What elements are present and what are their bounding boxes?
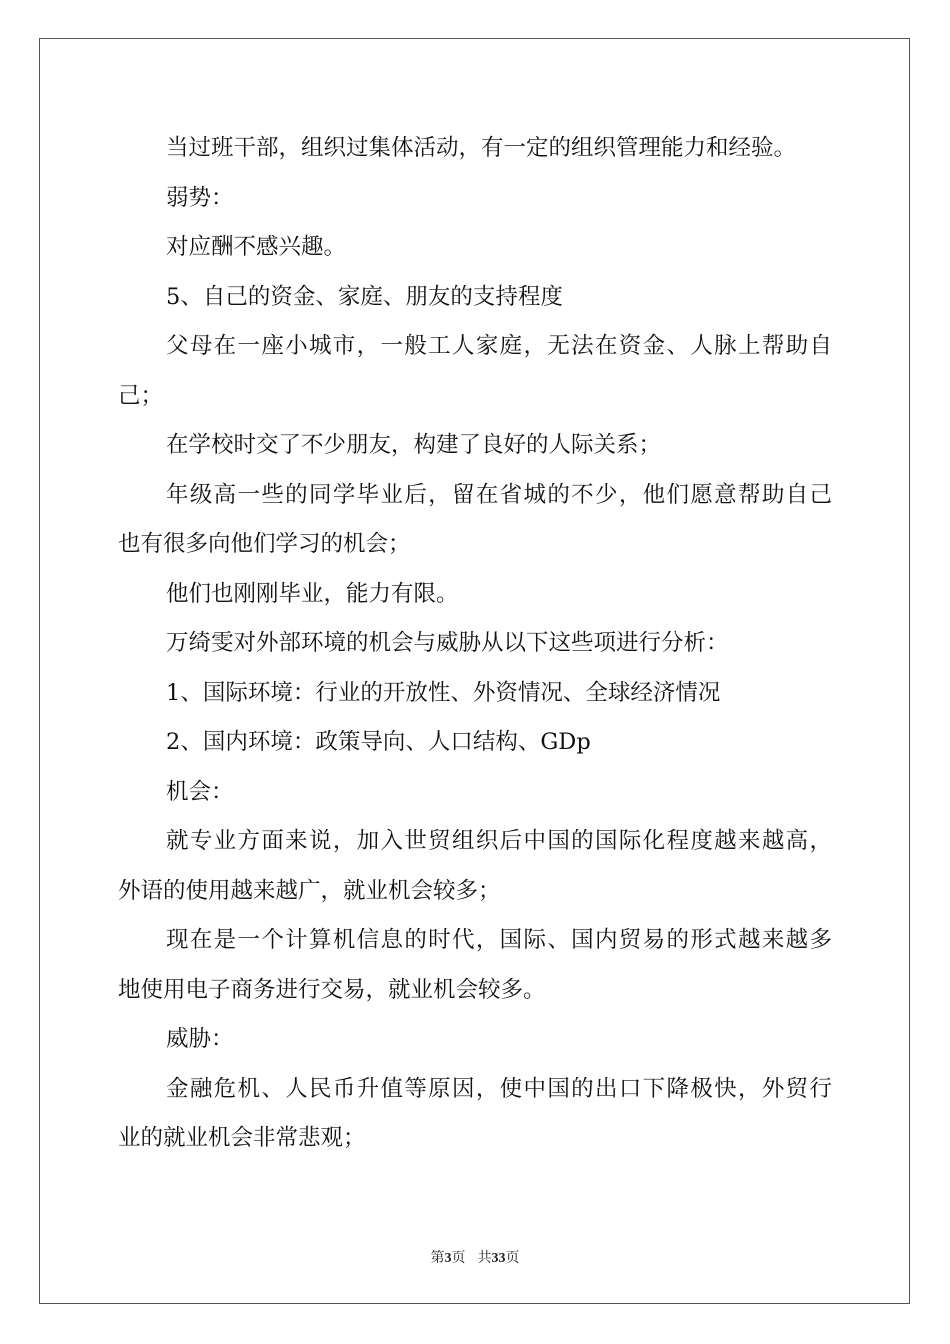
text-line: 父母在一座小城市，一般工人家庭，无法在资金、人脉上帮助自 (166, 333, 832, 359)
document-body (118, 124, 832, 1164)
text-line: 2、国内环境：政策导向、人口结构、GDp (166, 729, 591, 755)
total-prefix: 共 (477, 1251, 492, 1266)
total-unit: 页 (505, 1251, 520, 1266)
text-line: 机会： (166, 778, 234, 805)
text-line: 弱势： (166, 184, 234, 211)
text-line: 现在是一个计算机信息的时代，国际、国内贸易的形式越来越多 (166, 927, 832, 953)
text-line: 外语的使用越来越广，就业机会较多； (118, 877, 501, 904)
text-line: 对应酬不感兴趣。 (166, 234, 347, 260)
page-number: 3 (444, 1251, 452, 1266)
page-prefix: 第 (430, 1251, 445, 1266)
page-unit: 页 (451, 1251, 466, 1266)
text-line: 年级高一些的同学毕业后，留在省城的不少，他们愿意帮助自己 (166, 481, 832, 508)
text-line: 威胁： (166, 1026, 234, 1052)
text-line: 业的就业机会非常悲观； (118, 1125, 366, 1151)
text-line: 万绮雯对外部环境的机会与威胁从以下这些项进行分析： (166, 630, 729, 656)
text-line: 也有很多向他们学习的机会； (118, 531, 411, 557)
text-line: 就专业方面来说，加入世贸组织后中国的国际化程度越来越高， (166, 828, 832, 854)
page-footer (0, 1247, 950, 1267)
text-line: 5、自己的资金、家庭、朋友的支持程度 (166, 283, 563, 310)
text-line: 当过班干部，组织过集体活动，有一定的组织管理能力和经验。 (166, 135, 797, 161)
text-line: 地使用电子商务进行交易，就业机会较多。 (118, 976, 546, 1003)
text-line: 己； (118, 382, 164, 409)
text-line: 他们也刚刚毕业，能力有限。 (166, 580, 459, 607)
text-line: 金融危机、人民币升值等原因，使中国的出口下降极快，外贸行 (166, 1075, 832, 1102)
page-total: 33 (491, 1251, 506, 1266)
text-line: 在学校时交了不少朋友，构建了良好的人际关系； (166, 432, 662, 458)
text-line: 1、国际环境：行业的开放性、外资情况、全球经济情况 (166, 679, 721, 706)
